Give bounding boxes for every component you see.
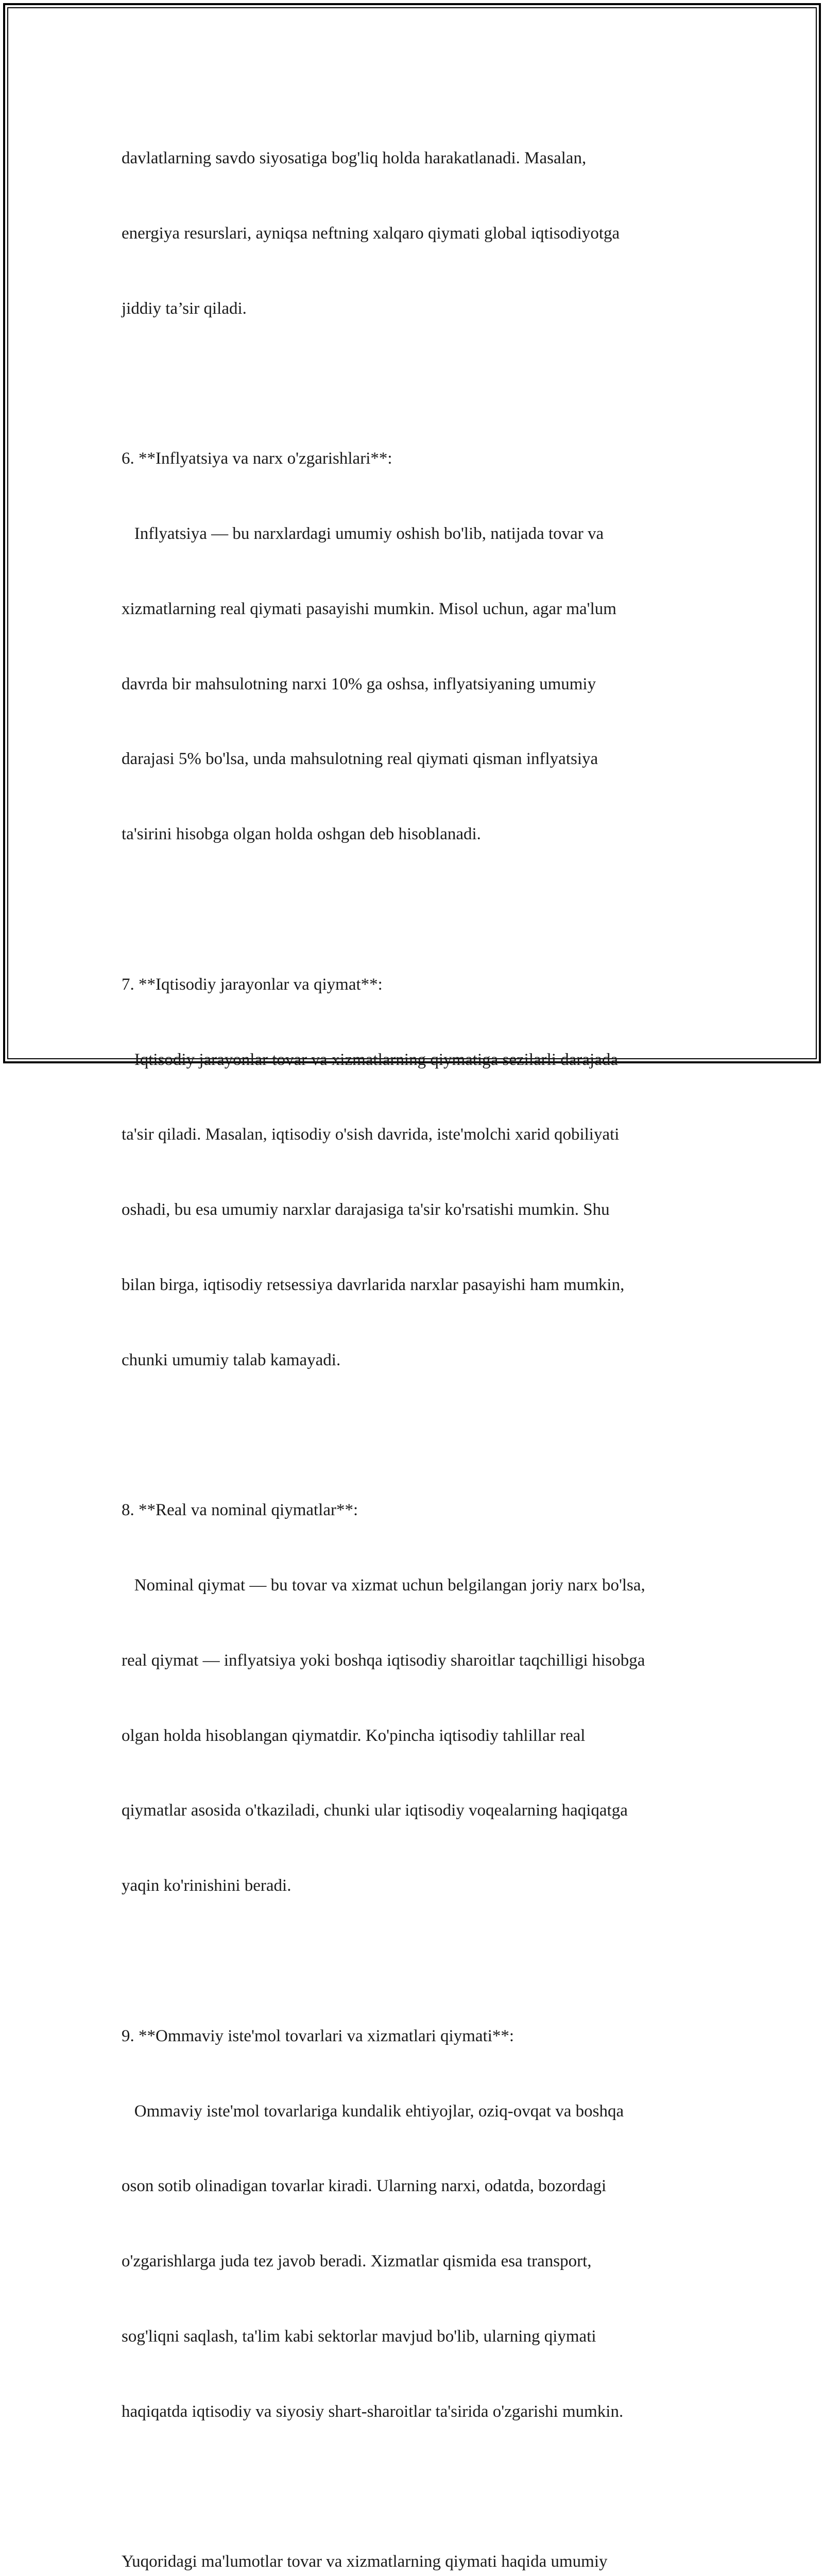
blank-line: [122, 1948, 734, 1974]
text-line: haqiqatda iqtisodiy va siyosiy shart-sharoitlar ta'sirida o'zgarishi mumkin.: [122, 2402, 624, 2421]
text-line: o'zgarishlarga juda tez javob beradi. Xizmatlar qismida esa transport,: [122, 2252, 592, 2271]
text-line: oson sotib olinadigan tovarlar kiradi. Ularning narxi, odatda, bozordagi: [122, 2177, 607, 2196]
text-line: davrda bir mahsulotning narxi 10% ga oshsa, inflyatsiyaning umumiy: [122, 674, 596, 693]
text-line: Nominal qiymat — bu tovar va xizmat uchun belgilangan joriy narx bo'lsa,: [122, 1576, 645, 1595]
text-line: sog'liqni saqlash, ta'lim kabi sektorlar mavjud bo'lib, ularning qiymati: [122, 2327, 596, 2346]
text-line: qiymatlar asosida o'tkaziladi, chunki ular iqtisodiy voqealarning haqiqatga: [122, 1801, 628, 1820]
text-line: energiya resurslari, ayniqsa neftning xalqaro qiymati global iqtisodiyotga: [122, 224, 620, 243]
text-line: Iqtisodiy jarayonlar tovar va xizmatlarning qiymatiga sezilarli darajada: [122, 1050, 618, 1069]
blank-line: [122, 897, 734, 922]
section-heading: 7. **Iqtisodiy jarayonlar va qiymat**:: [122, 975, 383, 994]
blank-line: [122, 371, 734, 397]
text-line: oshadi, bu esa umumiy narxlar darajasiga ta'sir ko'rsatishi mumkin. Shu: [122, 1200, 610, 1219]
text-line: Ommaviy iste'mol tovarlariga kundalik ehtiyojlar, oziq-ovqat va boshqa: [122, 2102, 624, 2121]
section-heading: 9. **Ommaviy iste'mol tovarlari va xizmatlari qiymati**:: [122, 2026, 514, 2045]
section-heading: 6. **Inflyatsiya va narx o'zgarishlari**:: [122, 449, 392, 468]
text-line: ta'sirini hisobga olgan holda oshgan deb hisoblanadi.: [122, 825, 481, 844]
document-body: [122, 96, 734, 2576]
blank-line: [122, 1422, 734, 1448]
text-line: Inflyatsiya — bu narxlardagi umumiy oshish bo'lib, natijada tovar va: [122, 524, 604, 544]
text-line: ta'sir qiladi. Masalan, iqtisodiy o'sish davrida, iste'molchi xarid qobiliyati: [122, 1125, 620, 1144]
text-line: olgan holda hisoblangan qiymatdir. Ko'pincha iqtisodiy tahlillar real: [122, 1726, 586, 1745]
text-line: chunki umumiy talab kamayadi.: [122, 1350, 341, 1369]
text-line: xizmatlarning real qiymati pasayishi mumkin. Misol uchun, agar ma'lum: [122, 599, 616, 618]
text-line: bilan birga, iqtisodiy retsessiya davrlarida narxlar pasayishi ham mumkin,: [122, 1275, 625, 1294]
text-line: jiddiy ta’sir qiladi.: [122, 299, 247, 318]
text-line: yaqin ko'rinishini beradi.: [122, 1876, 291, 1895]
text-line: davlatlarning savdo siyosatiga bog'liq holda harakatlanadi. Masalan,: [122, 149, 587, 168]
text-line: Yuqoridagi ma'lumotlar tovar va xizmatlarning qiymati haqida umumiy: [122, 2552, 608, 2571]
text-line: darajasi 5% bo'lsa, unda mahsulotning real qiymati qisman inflyatsiya: [122, 750, 598, 769]
blank-line: [122, 2474, 734, 2499]
text-line: real qiymat — inflyatsiya yoki boshqa iqtisodiy sharoitlar taqchilligi hisobga: [122, 1651, 645, 1670]
section-heading: 8. **Real va nominal qiymatlar**:: [122, 1501, 358, 1520]
